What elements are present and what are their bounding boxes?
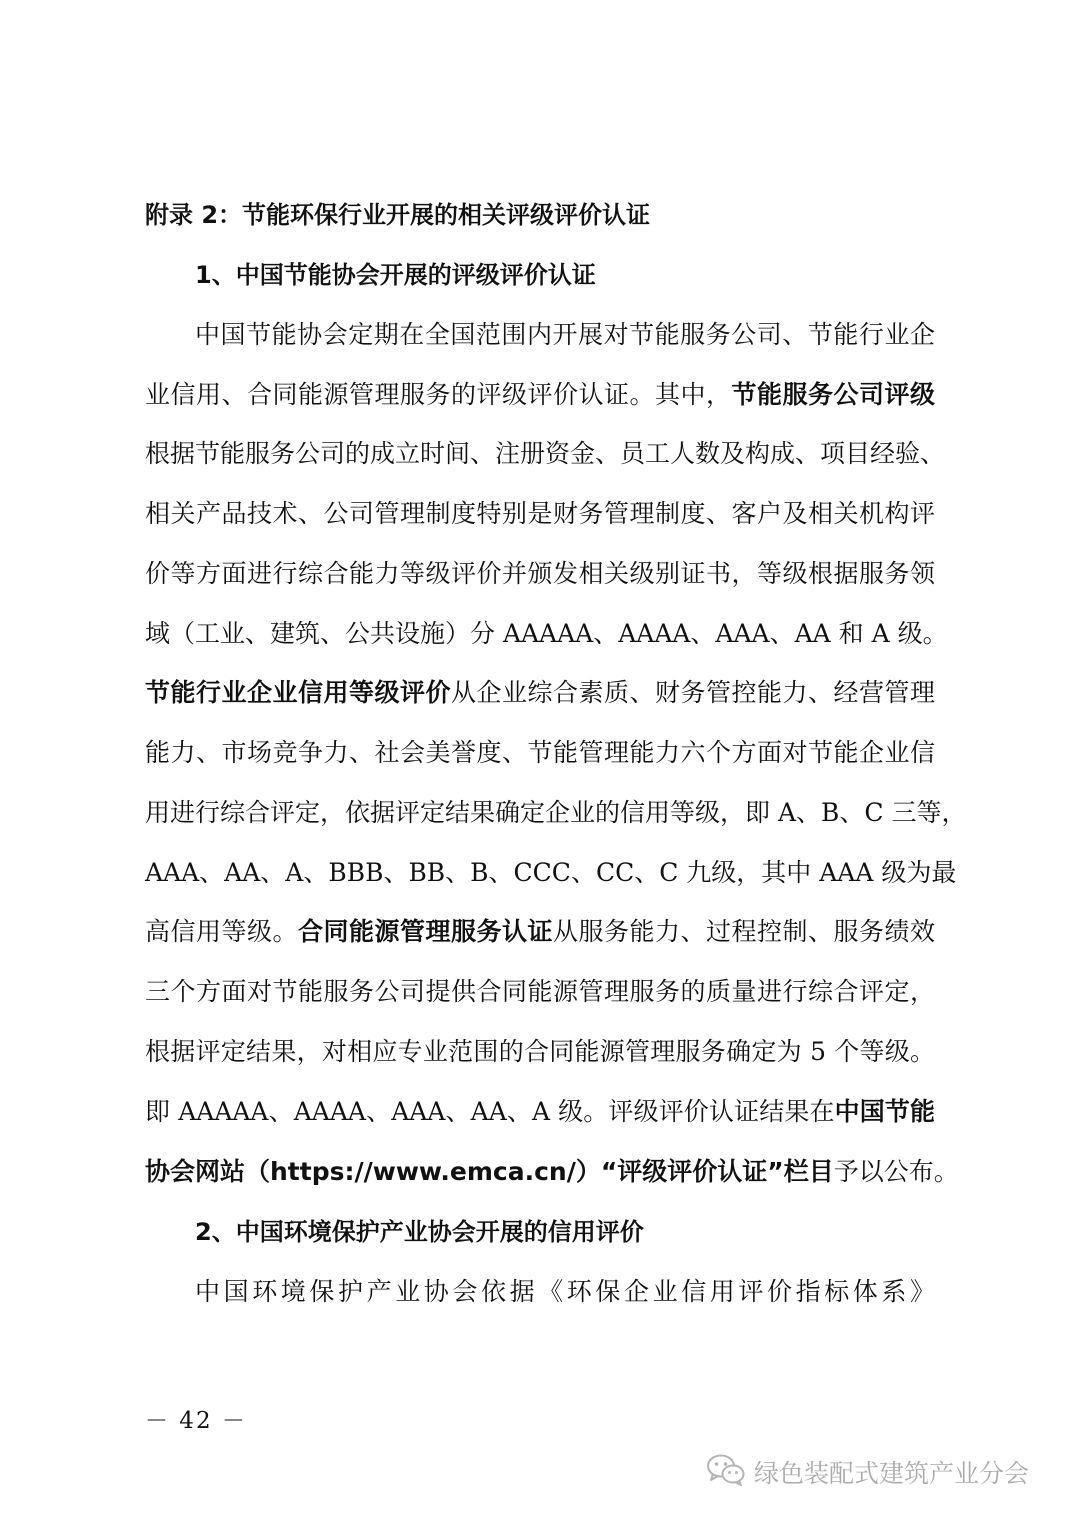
paragraph-line: AAA、AA、A、BBB、BB、B、CCC、CC、C 九级，其中 AAA 级为最 <box>145 858 957 887</box>
text-run: 予以公布。 <box>833 1157 959 1186</box>
section-2-heading: 2、中国环境保护产业协会开展的信用评价 <box>195 1218 644 1246</box>
text-run: 从服务能力、过程控制、服务绩效 <box>553 917 935 946</box>
paragraph-line: 用进行综合评定，依据评定结果确定企业的信用等级，即 A、B、C 三等， <box>145 798 967 827</box>
bold-term-emc-certification: 合同能源管理服务认证 <box>298 917 553 946</box>
watermark <box>706 1452 1029 1492</box>
bold-term-credit-rating: 节能行业企业信用等级评价 <box>145 678 451 707</box>
paragraph-line <box>145 378 935 412</box>
text-run: 业信用、合同能源管理服务的评级评价认证。其中， <box>145 380 732 409</box>
text-run: 即 AAAAA、AAAA、AAA、AA、A 级。评级评价认证结果在 <box>145 1097 835 1126</box>
page-number: － 42 － <box>145 1408 247 1434</box>
paragraph-line <box>145 915 935 949</box>
paragraph-line <box>145 676 935 710</box>
paragraph-line: 根据评定结果，对相应专业范围的合同能源管理服务确定为 5 个等级。 <box>145 1037 935 1066</box>
paragraph-line: 相关产品技术、公司管理制度特别是财务管理制度、客户及相关机构评 <box>145 499 935 528</box>
paragraph-line: 能力、市场竞争力、社会美誉度、节能管理能力六个方面对节能企业信 <box>145 738 935 767</box>
paragraph-line: 价等方面进行综合能力等级评价并颁发相关级别证书，等级根据服务领 <box>145 559 935 588</box>
watermark-text: 绿色装配式建筑产业分会 <box>754 1459 1030 1488</box>
paragraph-line: 域（工业、建筑、公共设施）分 AAAAA、AAAA、AAA、AA 和 A 级。 <box>145 619 948 648</box>
paragraph-line: 中国节能协会定期在全国范围内开展对节能服务公司、节能行业企 <box>195 320 935 349</box>
bold-term-energy-service-rating: 节能服务公司评级 <box>731 380 935 409</box>
paragraph-line: 三个方面对节能服务公司提供合同能源管理服务的质量进行综合评定， <box>145 977 935 1006</box>
text-run: 高信用等级。 <box>145 917 298 946</box>
appendix-title: 附录 2：节能环保行业开展的相关评级评价认证 <box>145 201 651 229</box>
text-run: 从企业综合素质、财务管控能力、经营管理 <box>451 678 935 707</box>
paragraph-line <box>145 1095 935 1129</box>
section-1-heading: 1、中国节能协会开展的评级评价认证 <box>195 261 596 289</box>
bold-term-website: 协会网站（https://www.emca.cn/）“评级评价认证”栏目 <box>145 1157 834 1186</box>
paragraph-line: 中国环境保护产业协会依据《环保企业信用评价指标体系》 <box>195 1277 935 1306</box>
paragraph-line: 根据节能服务公司的成立时间、注册资金、员工人数及构成、项目经验、 <box>145 439 946 468</box>
bold-term-association-name: 中国节能 <box>834 1097 935 1126</box>
paragraph-line <box>145 1155 959 1189</box>
wechat-icon <box>706 1453 746 1491</box>
